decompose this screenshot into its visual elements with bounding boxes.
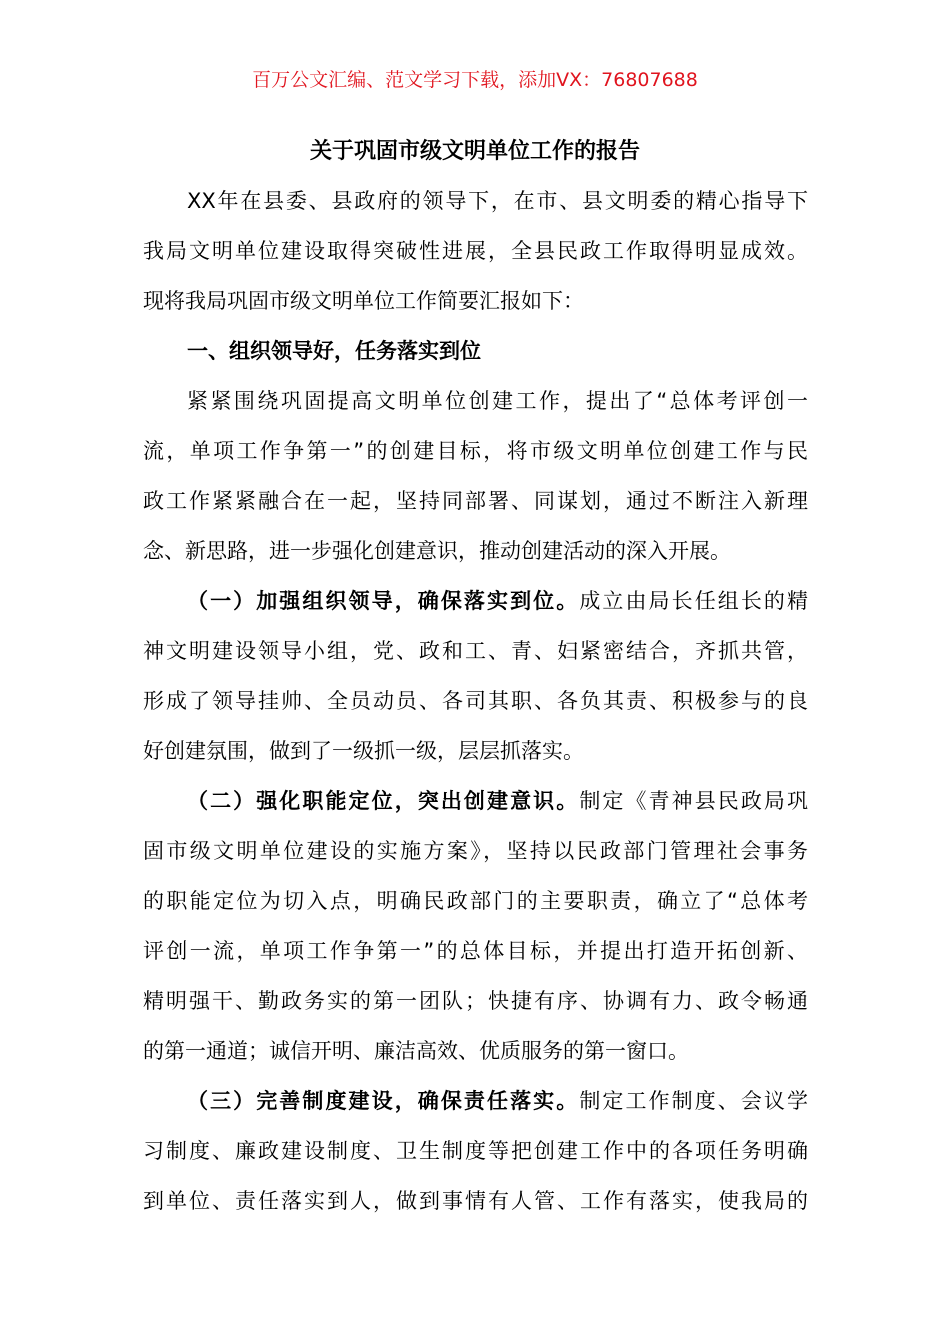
paragraph-line: 评创一流，单项工作争第一”的总体目标，并提出打造开拓创新、 (143, 939, 808, 963)
intro-line: 现将我局巩固市级文明单位工作简要汇报如下： (143, 289, 584, 313)
paragraph-line: 好创建氛围，做到了一级抓一级，层层抓落实。 (143, 739, 584, 763)
subsection-text: 制定《青神县民政局巩 (579, 789, 808, 813)
paragraph-line: 政工作紧紧融合在一起，坚持同部署、同谋划，通过不断注入新理 (143, 489, 808, 513)
subsection-first-line (143, 584, 808, 634)
paragraph-line: 习制度、廉政建设制度、卫生制度等把创建工作中的各项任务明确 (143, 1139, 808, 1163)
paragraph-line: 紧紧围绕巩固提高文明单位创建工作，提出了“总体考评创一 (187, 389, 808, 413)
paragraph-line: 念、新思路，进一步强化创建意识，推动创建活动的深入开展。 (143, 539, 731, 563)
paragraph-line: 到单位、责任落实到人，做到事情有人管、工作有落实，使我局的 (143, 1189, 808, 1213)
document-body (143, 184, 808, 1234)
subsection-first-line (143, 784, 808, 834)
paragraph-line: 形成了领导挂帅、全员动员、各司其职、各负其责、积极参与的良 (143, 689, 808, 713)
paragraph-line: 的职能定位为切入点，明确民政部门的主要职责，确立了“总体考 (143, 889, 808, 913)
subsection-text: 制定工作制度、会议学 (579, 1089, 808, 1113)
paragraph-line: 的第一通道；诚信开明、廉洁高效、优质服务的第一窗口。 (143, 1039, 689, 1063)
intro-line: XX年在县委、县政府的领导下，在市、县文明委的精心指导下 (187, 189, 808, 213)
paragraph-line: 神文明建设领导小组，党、政和工、青、妇紧密结合，齐抓共管， (143, 639, 808, 663)
subsection-lead: （二）强化职能定位，突出创建意识。 (187, 789, 580, 813)
intro-line: 我局文明单位建设取得突破性进展，全县民政工作取得明显成效。 (143, 239, 808, 263)
section-heading: 一、组织领导好，任务落实到位 (187, 339, 481, 363)
paragraph-line: 流，单项工作争第一”的创建目标，将市级文明单位创建工作与民 (143, 439, 808, 463)
document-title: 关于巩固市级文明单位工作的报告 (309, 139, 640, 164)
paragraph-line: 固市级文明单位建设的实施方案》，坚持以民政部门管理社会事务 (143, 839, 808, 863)
subsection-text: 成立由局长任组长的精 (579, 589, 808, 613)
subsection-first-line (143, 1084, 808, 1134)
subsection-lead: （一）加强组织领导，确保落实到位。 (187, 589, 580, 613)
promo-banner: 百万公文汇编、范文学习下载，添加VX：76807688 (252, 69, 698, 91)
paragraph-line: 精明强干、勤政务实的第一团队；快捷有序、协调有力、政令畅通 (143, 989, 808, 1013)
subsection-lead: （三）完善制度建设，确保责任落实。 (187, 1089, 580, 1113)
